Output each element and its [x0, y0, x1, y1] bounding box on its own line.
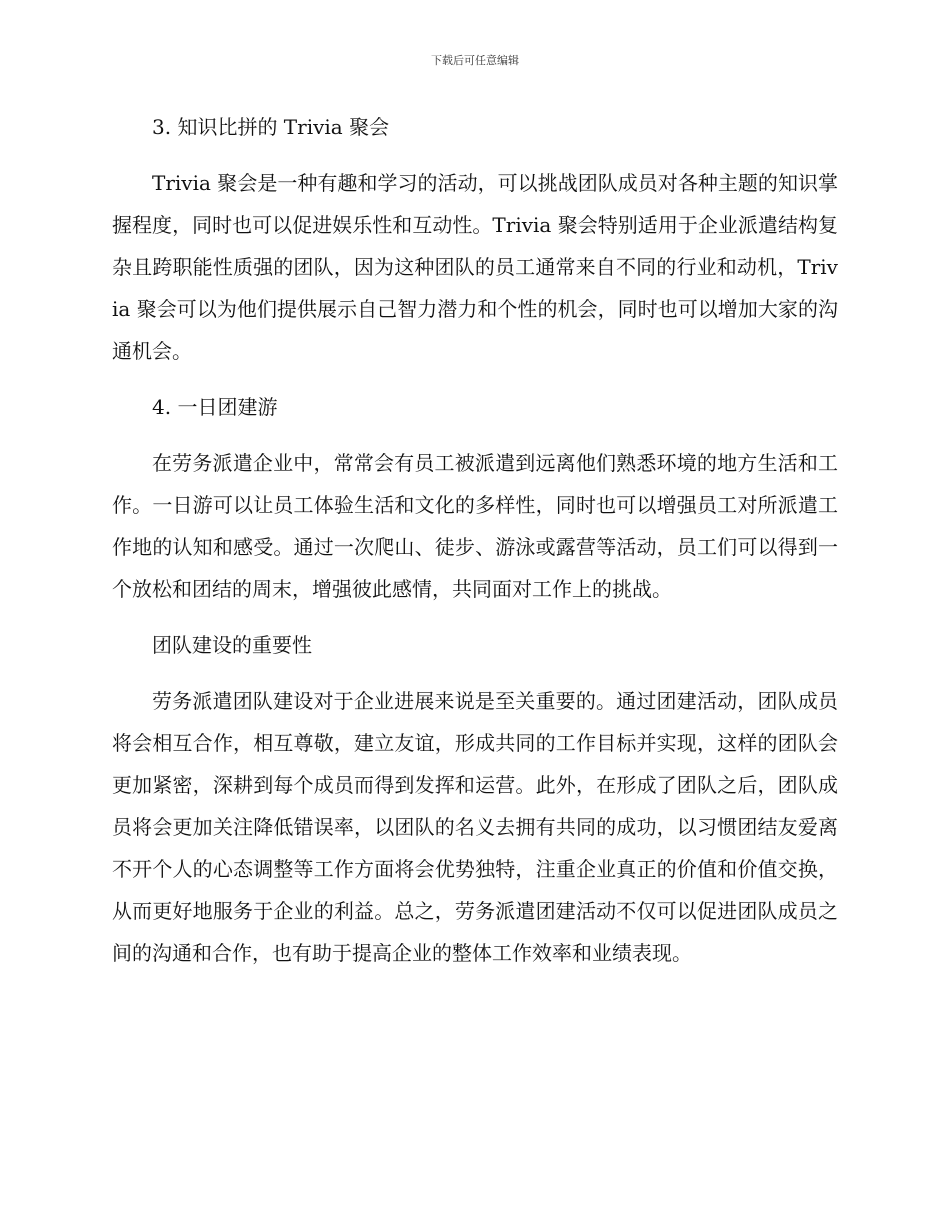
section-paragraph-day-trip: 在劳务派遣企业中，常常会有员工被派遣到远离他们熟悉环境的地方生活和工作。一日游可以让员工体验生活和文化的多样性，同时也可以增强员工对所派遣工作地的认知和感受。通过一次爬山、徒步、游泳或露营等活动，员工们可以得到一个放松和团结的周末，增强彼此感情，共同面对工作上的挑战。 [112, 451, 838, 601]
page-header: 下载后可任意编辑 [431, 54, 519, 67]
section-paragraph-importance: 劳务派遣团队建设对于企业进展来说是至关重要的。通过团建活动，团队成员将会相互合作，相互尊敬，建立友谊，形成共同的工作目标并实现，这样的团队会更加紧密，深耕到每个成员而得到发挥和运营。此外，在形成了团队之后，团队成员将会更加关注降低错误率，以团队的名义去拥有共同的成功，以习惯团结友爱离不开个人的心态调整等工作方面将会优势独特，注重企业真正的价值和价值交换，从而更好地服务于企业的利益。总之，劳务派遣团建活动不仅可以促进团队成员之间的沟通和合作，也有助于提高企业的整体工作效率和业绩表现。 [112, 689, 838, 965]
document-body [112, 106, 838, 988]
section-heading-trivia: 3. 知识比拼的 Trivia 聚会 [152, 115, 390, 139]
section-heading-importance: 团队建设的重要性 [152, 633, 312, 657]
section-heading-day-trip: 4. 一日团建游 [152, 395, 278, 419]
section-paragraph-trivia: Trivia 聚会是一种有趣和学习的活动，可以挑战团队成员对各种主题的知识掌握程度，同时也可以促进娱乐性和互动性。Trivia 聚会特别适用于企业派遣结构复杂且跨职能性质强的团队，因为这种团队的员工通常来自不同的行业和动机，Trivia 聚会可以为他们提供展示自己智力潜力和个性的机会，同时也可以增加大家的沟通机会。 [112, 171, 838, 363]
